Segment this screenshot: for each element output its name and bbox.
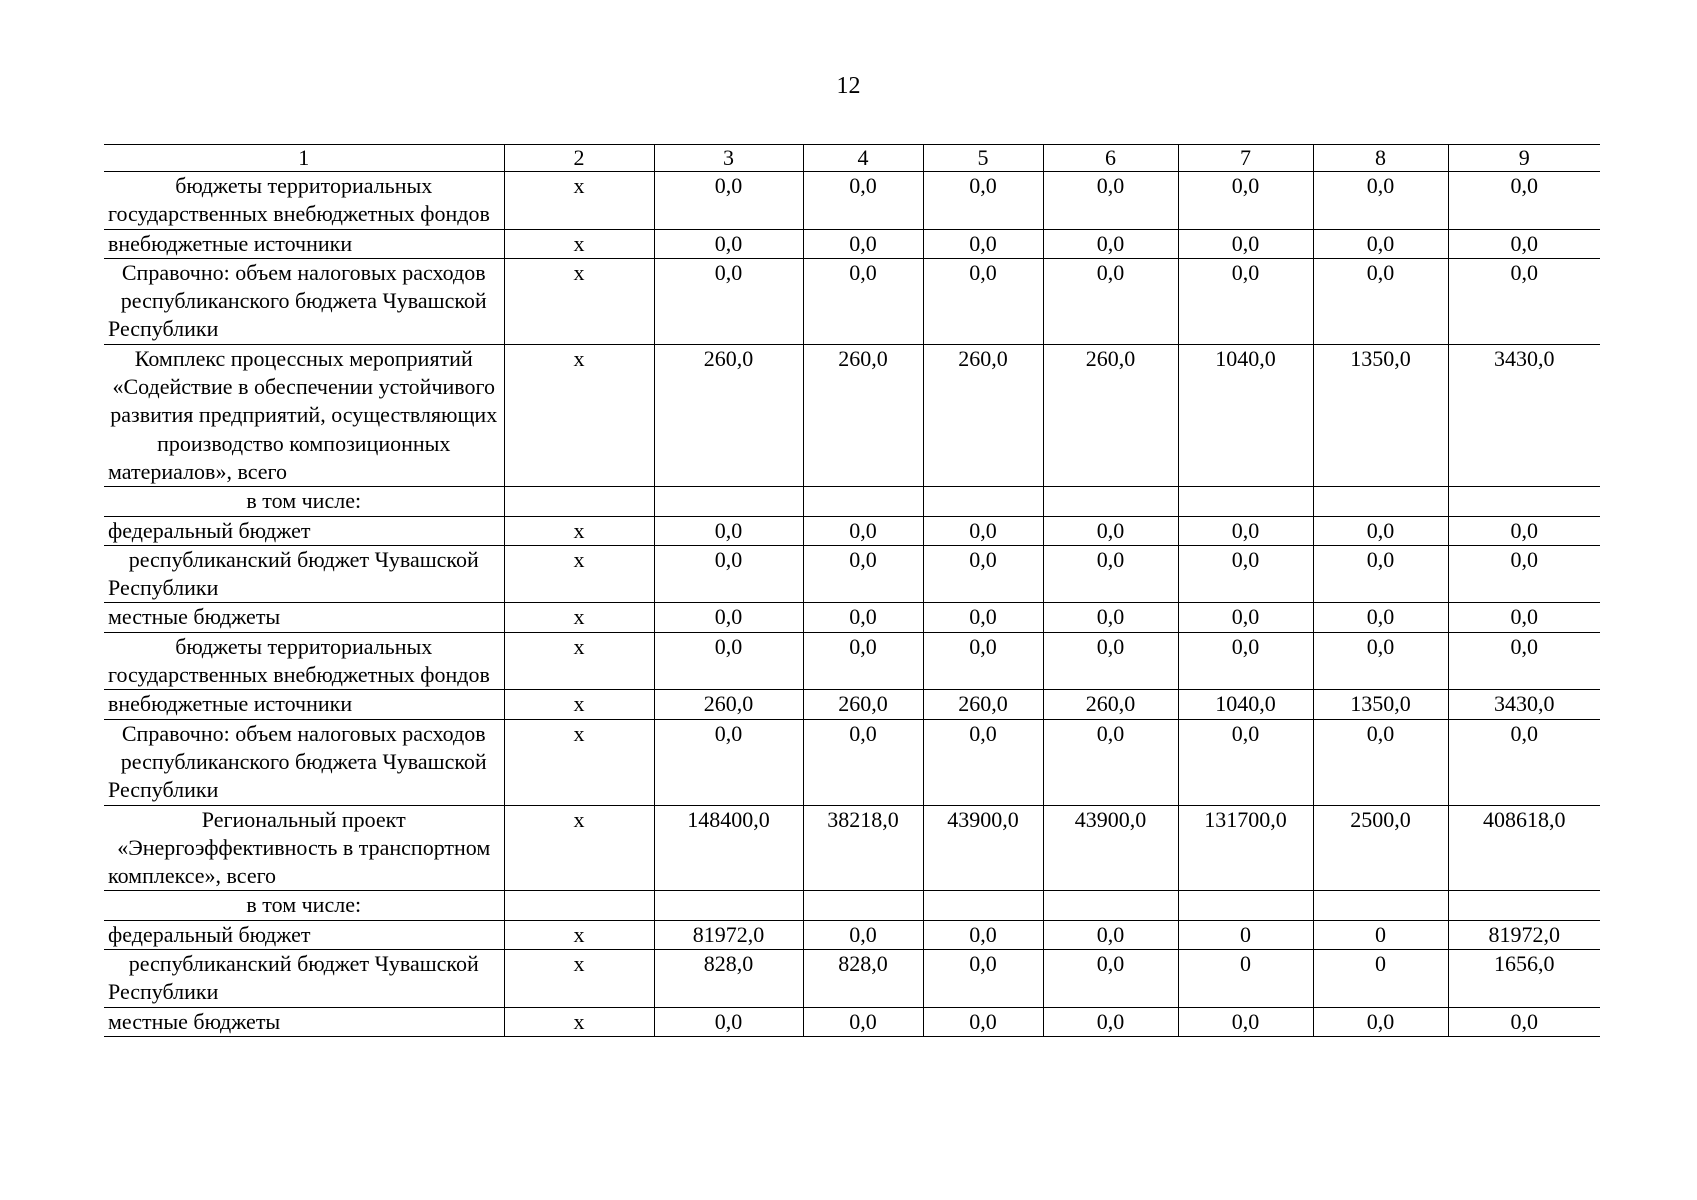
row-name: федеральный бюджет [104,920,504,949]
value-cell: 1656,0 [1448,950,1600,1008]
value-cell: 0,0 [803,172,923,230]
value-cell: 0,0 [923,719,1043,805]
column-header: 5 [923,145,1043,172]
column-header: 6 [1043,145,1178,172]
row-mark: х [504,603,654,632]
value-cell: 0,0 [1178,172,1313,230]
row-name: бюджеты территориальных государственных внебюджетных фондов [104,632,504,690]
value-cell: 0 [1313,920,1448,949]
table-row [104,632,1600,690]
table-row [104,603,1600,632]
row-mark: х [504,719,654,805]
value-cell: 1040,0 [1178,344,1313,486]
value-cell: 0,0 [1448,632,1600,690]
budget-table [104,144,1600,1037]
row-name: Комплекс процессных мероприятий «Содействие в обеспечении устойчивого развития предприятий, осуществляющих производство композиционных материалов», всего [104,344,504,486]
value-cell: 0,0 [1313,172,1448,230]
value-cell [803,891,923,920]
row-mark: х [504,545,654,603]
table-row [104,516,1600,545]
value-cell: 0,0 [654,172,803,230]
table-row [104,487,1600,516]
value-cell: 0,0 [1043,545,1178,603]
column-header: 9 [1448,145,1600,172]
value-cell: 0,0 [654,1007,803,1036]
value-cell: 0,0 [923,950,1043,1008]
table-row [104,719,1600,805]
value-cell: 0,0 [1178,632,1313,690]
column-header: 1 [104,145,504,172]
value-cell: 0,0 [654,229,803,258]
value-cell: 0,0 [654,545,803,603]
value-cell [1448,891,1600,920]
column-header: 7 [1178,145,1313,172]
value-cell: 0,0 [1313,632,1448,690]
value-cell: 38218,0 [803,805,923,891]
value-cell: 0,0 [1178,603,1313,632]
value-cell: 408618,0 [1448,805,1600,891]
value-cell: 0,0 [923,516,1043,545]
value-cell: 43900,0 [923,805,1043,891]
row-mark: х [504,805,654,891]
value-cell: 0,0 [803,920,923,949]
value-cell: 0,0 [654,719,803,805]
table-row [104,805,1600,891]
value-cell [1448,487,1600,516]
value-cell: 0,0 [1313,603,1448,632]
value-cell: 0,0 [654,516,803,545]
row-name: местные бюджеты [104,603,504,632]
table-body [104,172,1600,1037]
value-cell: 0,0 [1043,516,1178,545]
value-cell: 0,0 [803,516,923,545]
row-name: местные бюджеты [104,1007,504,1036]
value-cell: 0,0 [923,229,1043,258]
value-cell [1043,891,1178,920]
column-header: 2 [504,145,654,172]
row-mark: х [504,172,654,230]
table-row [104,891,1600,920]
value-cell: 0,0 [1043,172,1178,230]
value-cell: 1350,0 [1313,690,1448,719]
value-cell: 0,0 [1178,1007,1313,1036]
value-cell: 0,0 [1448,172,1600,230]
row-mark: х [504,690,654,719]
value-cell: 0,0 [1178,229,1313,258]
column-header: 4 [803,145,923,172]
value-cell: 0,0 [654,258,803,344]
value-cell: 0,0 [1448,258,1600,344]
value-cell: 0,0 [1043,632,1178,690]
value-cell: 2500,0 [1313,805,1448,891]
row-name: республиканский бюджет Чувашской Республики [104,545,504,603]
row-mark: х [504,516,654,545]
value-cell: 0,0 [1313,516,1448,545]
value-cell: 3430,0 [1448,344,1600,486]
value-cell: 1350,0 [1313,344,1448,486]
row-mark: х [504,229,654,258]
value-cell: 3430,0 [1448,690,1600,719]
value-cell: 0,0 [923,632,1043,690]
value-cell [1178,891,1313,920]
value-cell: 260,0 [1043,344,1178,486]
value-cell: 0,0 [1043,603,1178,632]
row-name: Справочно: объем налоговых расходов республиканского бюджета Чувашской Республики [104,258,504,344]
value-cell: 0,0 [1178,258,1313,344]
value-cell [1178,487,1313,516]
value-cell: 0,0 [1448,229,1600,258]
value-cell [1043,487,1178,516]
value-cell: 0,0 [803,1007,923,1036]
table-row [104,545,1600,603]
table-row [104,258,1600,344]
value-cell: 1040,0 [1178,690,1313,719]
table-row [104,920,1600,949]
row-subheading: в том числе: [104,487,504,516]
value-cell: 260,0 [1043,690,1178,719]
value-cell: 0,0 [1178,719,1313,805]
table-row [104,172,1600,230]
value-cell: 0,0 [1448,1007,1600,1036]
value-cell: 0,0 [803,632,923,690]
row-mark: х [504,950,654,1008]
value-cell: 0,0 [923,603,1043,632]
value-cell: 260,0 [803,690,923,719]
value-cell [923,487,1043,516]
row-name: республиканский бюджет Чувашской Республики [104,950,504,1008]
value-cell: 43900,0 [1043,805,1178,891]
row-name: бюджеты территориальных государственных внебюджетных фондов [104,172,504,230]
value-cell: 260,0 [803,344,923,486]
row-name: внебюджетные источники [104,690,504,719]
table-row [104,344,1600,486]
value-cell: 131700,0 [1178,805,1313,891]
row-mark [504,487,654,516]
row-name: федеральный бюджет [104,516,504,545]
value-cell: 0,0 [923,545,1043,603]
value-cell: 0,0 [1448,719,1600,805]
value-cell [1313,891,1448,920]
value-cell: 0,0 [1043,258,1178,344]
value-cell: 0,0 [1313,258,1448,344]
value-cell: 0,0 [1313,1007,1448,1036]
value-cell: 260,0 [923,690,1043,719]
page-number: 12 [836,73,861,99]
value-cell: 0,0 [1043,950,1178,1008]
value-cell [654,891,803,920]
value-cell: 0,0 [923,920,1043,949]
row-name: внебюджетные источники [104,229,504,258]
value-cell: 0,0 [803,229,923,258]
value-cell: 260,0 [923,344,1043,486]
value-cell: 0,0 [1448,516,1600,545]
row-mark: х [504,632,654,690]
value-cell: 0,0 [1043,1007,1178,1036]
value-cell: 828,0 [803,950,923,1008]
value-cell: 828,0 [654,950,803,1008]
value-cell: 81972,0 [654,920,803,949]
value-cell: 260,0 [654,344,803,486]
column-header: 3 [654,145,803,172]
value-cell: 0,0 [1178,516,1313,545]
value-cell [803,487,923,516]
value-cell: 0 [1178,920,1313,949]
row-mark: х [504,920,654,949]
value-cell: 0 [1178,950,1313,1008]
table-row [104,229,1600,258]
value-cell: 0,0 [803,258,923,344]
value-cell: 260,0 [654,690,803,719]
value-cell: 0,0 [1448,545,1600,603]
value-cell: 0,0 [1043,920,1178,949]
row-subheading: в том числе: [104,891,504,920]
value-cell [654,487,803,516]
column-header: 8 [1313,145,1448,172]
value-cell: 81972,0 [1448,920,1600,949]
value-cell: 0,0 [923,258,1043,344]
table-row [104,950,1600,1008]
value-cell: 0,0 [923,1007,1043,1036]
value-cell: 0,0 [923,172,1043,230]
row-name: Региональный проект «Энергоэффективность в транспортном комплексе», всего [104,805,504,891]
row-mark: х [504,258,654,344]
value-cell [923,891,1043,920]
value-cell: 0,0 [803,545,923,603]
value-cell: 148400,0 [654,805,803,891]
value-cell: 0,0 [1448,603,1600,632]
value-cell: 0,0 [654,632,803,690]
header-row [104,145,1600,172]
value-cell: 0,0 [803,603,923,632]
value-cell: 0,0 [1313,719,1448,805]
row-mark [504,891,654,920]
value-cell: 0,0 [1043,229,1178,258]
row-name: Справочно: объем налоговых расходов республиканского бюджета Чувашской Республики [104,719,504,805]
value-cell [1313,487,1448,516]
value-cell: 0,0 [1313,545,1448,603]
value-cell: 0 [1313,950,1448,1008]
value-cell: 0,0 [654,603,803,632]
value-cell: 0,0 [1313,229,1448,258]
row-mark: х [504,1007,654,1036]
table-row [104,1007,1600,1036]
row-mark: х [504,344,654,486]
value-cell: 0,0 [803,719,923,805]
table-row [104,690,1600,719]
value-cell: 0,0 [1178,545,1313,603]
value-cell: 0,0 [1043,719,1178,805]
